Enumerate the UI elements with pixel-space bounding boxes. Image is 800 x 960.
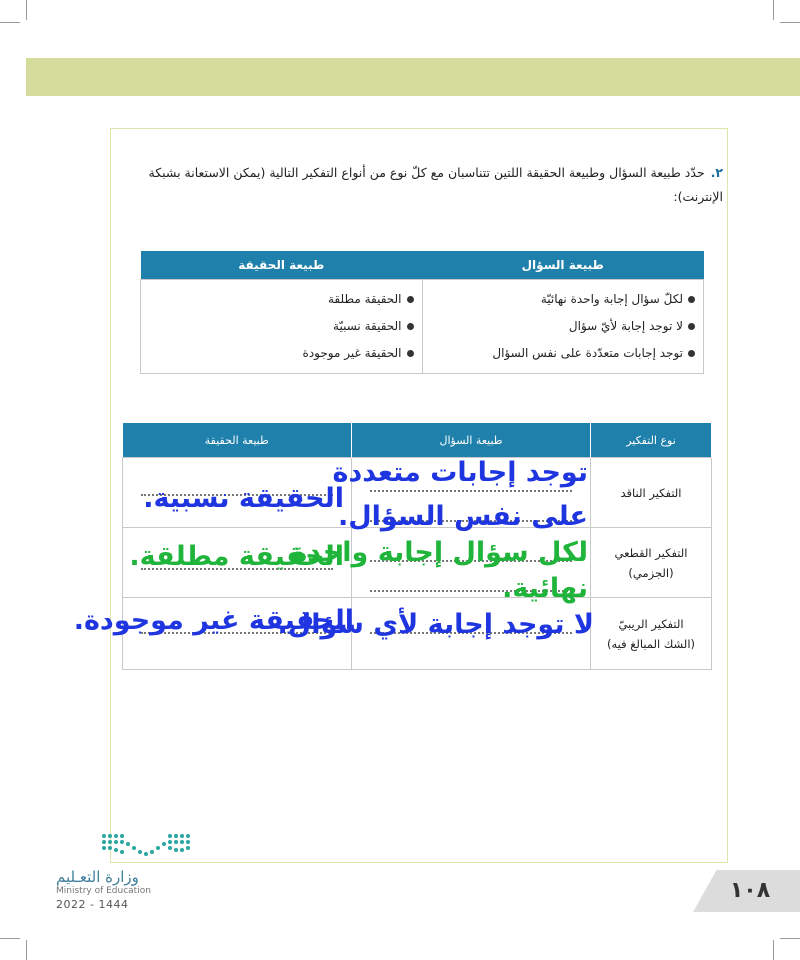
list-item: [431, 340, 696, 367]
reference-header-question: طبيعة السؤال: [422, 251, 704, 280]
list-item: [149, 313, 414, 340]
question-body: حدّد طبيعة السؤال وطبيعة الحقيقة اللتين تتناسبان مع كلّ نوع من أنواع التفكير التالية (يمكن الاستعانة بشبكة الإنترنت):: [148, 165, 723, 204]
list-item: [431, 286, 696, 313]
bullet-icon: [407, 350, 414, 357]
fact-item-3: الحقيقة غير موجودة: [302, 346, 402, 360]
question-number: ٢.: [710, 165, 723, 180]
question-item-1: لكلّ سؤال إجابة واحدة نهائيّة: [540, 292, 683, 306]
thinking-type-label: التفكير الريبيّ: [618, 616, 684, 631]
ministry-name-arabic: وزارة التعـليم: [56, 868, 139, 886]
crop-mark: [780, 22, 800, 23]
crop-mark: [773, 0, 774, 20]
question-item-3: توجد إجابات متعدّدة على نفس السؤال: [492, 346, 683, 360]
crop-mark: [26, 0, 27, 20]
list-item: [149, 340, 414, 367]
handwritten-answer: توجد إجابات متعددة: [332, 457, 588, 488]
thinking-type-label: التفكير الناقد: [620, 485, 682, 500]
handwritten-answer: الحقيقة نسبية.: [143, 483, 344, 514]
fact-item-2: الحقيقة نسبيّة: [333, 319, 402, 333]
list-item: [431, 313, 696, 340]
page-number: ١٠٨: [729, 878, 771, 903]
crop-mark: [780, 938, 800, 939]
question-nature-cell: [422, 280, 704, 374]
handwritten-answer: على نفس السؤال.: [337, 501, 588, 532]
answer-header-type: نوع التفكير: [591, 423, 712, 458]
ministry-logo-icon: [100, 832, 192, 864]
edition-year: 2022 - 1444: [56, 898, 129, 911]
header-band: [26, 58, 800, 96]
crop-mark: [0, 938, 20, 939]
handwritten-answer: لا توجد إجابة لأي سؤال.: [277, 609, 594, 640]
handwritten-answer: لكل سؤال إجابة واحدة: [291, 537, 588, 568]
crop-mark: [773, 940, 774, 960]
thinking-type-cell: [591, 458, 712, 528]
bullet-icon: [688, 350, 695, 357]
bullet-icon: [688, 296, 695, 303]
fact-nature-cell: [141, 280, 423, 374]
crop-mark: [0, 22, 20, 23]
bullet-icon: [688, 323, 695, 330]
answer-header-question: طبيعة السؤال: [352, 423, 591, 458]
thinking-type-sublabel: (الشك المبالغ فيه): [606, 636, 695, 651]
list-item: [149, 286, 414, 313]
thinking-type-cell: [591, 528, 712, 598]
bullet-icon: [407, 323, 414, 330]
handwritten-answer: الحقيقة غير موجودة.: [73, 605, 354, 636]
handwritten-answer: نهائية.: [502, 573, 588, 604]
thinking-type-cell: [591, 598, 712, 670]
crop-mark: [26, 940, 27, 960]
question-text: [115, 161, 723, 209]
thinking-type-sublabel: (الجزمي): [628, 565, 674, 580]
ministry-name-english: Ministry of Education: [56, 886, 151, 896]
handwritten-answer: الحقيقة مطلقة.: [129, 541, 344, 572]
bullet-icon: [407, 296, 414, 303]
fact-item-1: الحقيقة مطلقة: [328, 292, 402, 306]
reference-table: [140, 251, 704, 374]
question-item-2: لا توجد إجابة لأيّ سؤال: [568, 319, 683, 333]
thinking-type-label: التفكير القطعي: [614, 545, 688, 560]
answer-header-fact: طبيعة الحقيقة: [123, 423, 352, 458]
reference-header-fact: طبيعة الحقيقة: [141, 251, 423, 280]
